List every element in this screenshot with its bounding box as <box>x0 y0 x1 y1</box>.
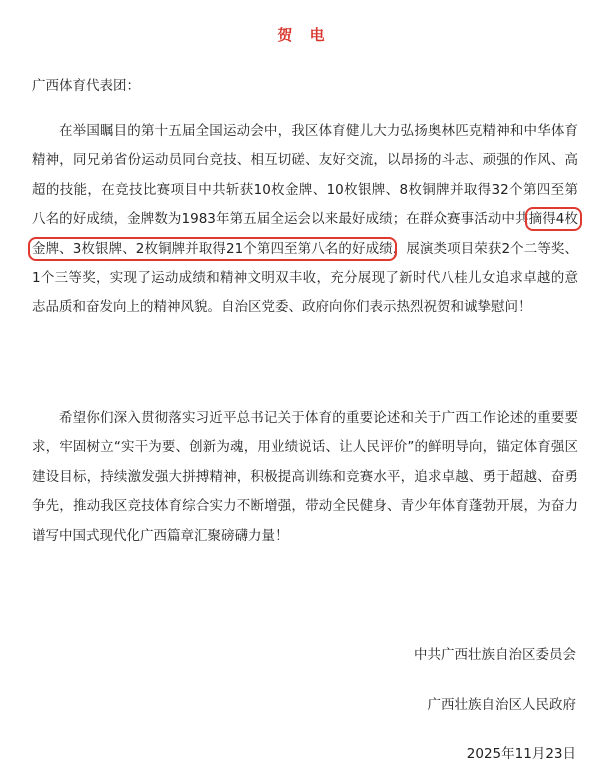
body-paragraph-1 <box>32 117 578 323</box>
signature-party-committee: 中共广西壮族自治区委员会 <box>414 647 576 663</box>
document-date: 2025年11月23日 <box>466 746 576 762</box>
salutation: 广西体育代表团： <box>32 78 140 94</box>
signature-government: 广西壮族自治区人民政府 <box>427 697 576 713</box>
paragraph-1-text-before: 在举国瞩目的第十五届全国运动会中，我区体育健儿大力弘扬奥林匹克精神和中华体育精神，同兄弟省份运动员同台竞技、相互切磋、友好交流，以昂扬的斗志、顽强的作风、高超的技能，在竞技比赛项目中共斩获10枚金牌、10枚银牌、8枚铜牌并取得32个第四至第八名的好成绩，金牌数为1983年第五届全运会以来最好成绩；在群众赛事活动中共 <box>32 123 578 228</box>
paragraph-1-text-after: ，展演类项目荣获2个二等奖、1个三等奖，实现了运动成绩和精神文明双丰收，充分展现了新时代八桂儿女追求卓越的意志品质和奋发向上的精神风貌。自治区党委、政府向你们表示热烈祝贺和诚挚慰问！ <box>32 240 578 316</box>
document-title: 贺 电 <box>277 26 331 44</box>
body-paragraph-2: 希望你们深入贯彻落实习近平总书记关于体育的重要论述和关于广西工作论述的重要要求，牢固树立“实干为要、创新为魂，用业绩说话、让人民评价”的鲜明导向，锚定体育强区建设目标，持续激发强大拼搏精神，积极提高训练和竞赛水平，追求卓越、勇于超越、奋勇争先，推动我区竞技体育综合实力不断增强，带动全民健身、青少年体育蓬勃开展，为奋力谱写中国式现代化广西篇章汇聚磅礴力量！ <box>32 410 578 544</box>
highlighted-achievement-text: 摘得4枚金牌、3枚银牌、2枚铜牌并取得21个第四至第八名的好成绩 <box>32 211 578 257</box>
